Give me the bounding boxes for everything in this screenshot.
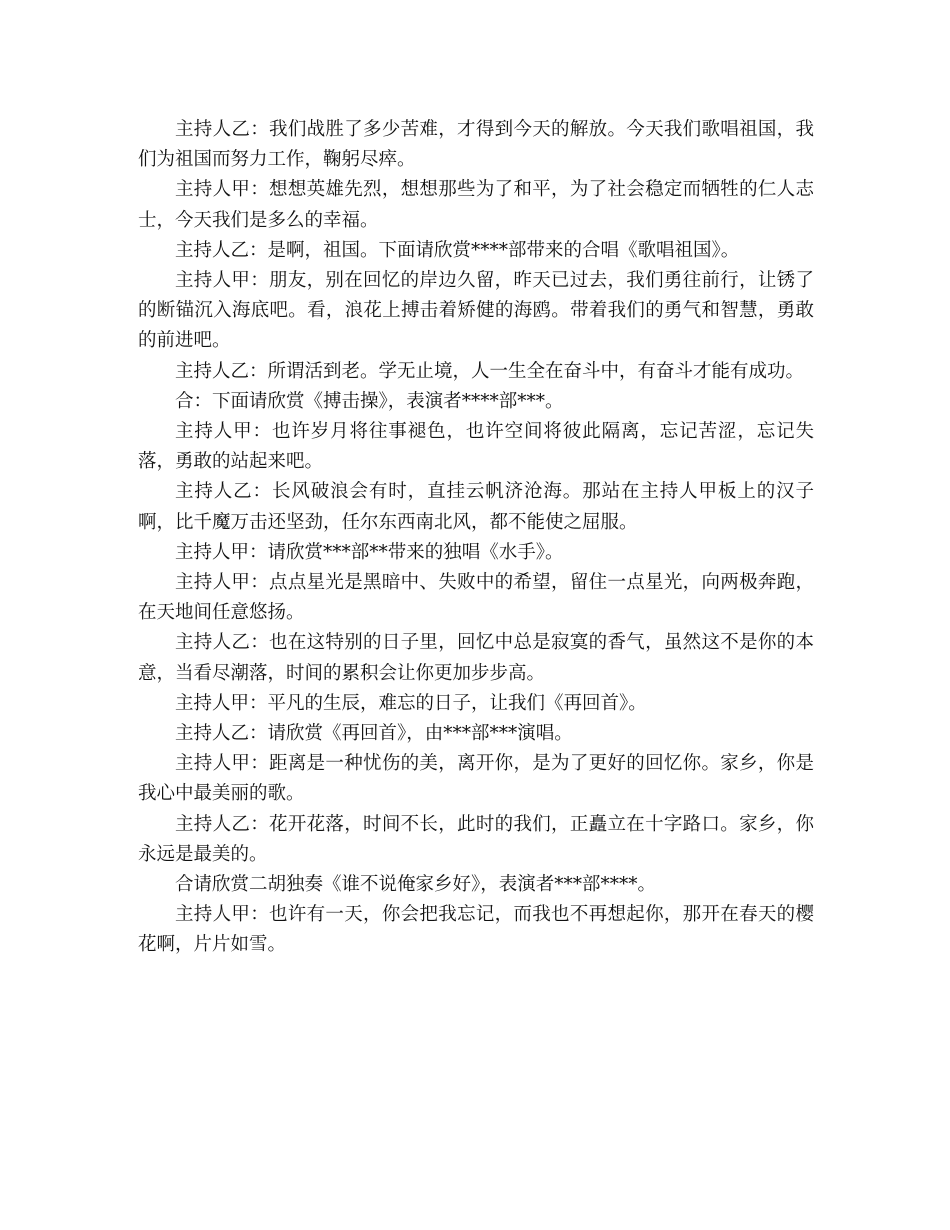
- paragraph: 合：下面请欣赏《搏击操》，表演者****部***。: [175, 390, 564, 412]
- paragraph: 主持人甲：也许有一天，你会把我忘记，而我也不再想起你，那开在春天的樱花啊，片片如雪。: [138, 904, 814, 956]
- paragraph: 主持人甲：点点星光是黑暗中、失败中的希望，留住一点星光，向两极奔跑，在天地间任意悠扬。: [138, 572, 814, 624]
- paragraph: 主持人乙：花开花落，时间不长，此时的我们，正矗立在十字路口。家乡，你永远是最美的。: [138, 813, 814, 865]
- paragraph: 主持人乙：是啊，祖国。下面请欣赏****部带来的合唱《歌唱祖国》。: [175, 239, 740, 261]
- paragraph: 主持人乙：所谓活到老。学无止境，人一生全在奋斗中，有奋斗才能有成功。: [175, 360, 805, 382]
- paragraph: 主持人甲：平凡的生辰，难忘的日子，让我们《再回首》。: [175, 692, 647, 714]
- document-body: [138, 115, 814, 961]
- paragraph: 主持人乙：我们战胜了多少苦难，才得到今天的解放。今天我们歌唱祖国，我们为祖国而努力工作，鞠躬尽瘁。: [138, 119, 814, 171]
- paragraph: 主持人甲：距离是一种忧伤的美，离开你，是为了更好的回忆你。家乡，你是我心中最美丽的歌。: [138, 753, 814, 805]
- paragraph: 主持人乙：也在这特别的日子里，回忆中总是寂寞的香气，虽然这不是你的本意，当看尽潮落，时间的累积会让你更加步步高。: [138, 632, 814, 684]
- paragraph: 主持人甲：也许岁月将往事褪色，也许空间将彼此隔离，忘记苦涩，忘记失落，勇敢的站起来吧。: [138, 421, 814, 473]
- paragraph: 合请欣赏二胡独奏《谁不说俺家乡好》，表演者***部****。: [175, 874, 657, 896]
- paragraph: 主持人甲：想想英雄先烈，想想那些为了和平，为了社会稳定而牺牲的仁人志士，今天我们是多么的幸福。: [138, 179, 814, 231]
- paragraph: 主持人甲：请欣赏***部**带来的独唱《水手》。: [175, 541, 564, 563]
- paragraph: 主持人甲：朋友，别在回忆的岸边久留，昨天已过去，我们勇往前行，让锈了的断锚沉入海底吧。看，浪花上搏击着矫健的海鸥。带着我们的勇气和智慧，勇敢的前进吧。: [138, 270, 814, 352]
- paragraph: 主持人乙：长风破浪会有时，直挂云帆济沧海。那站在主持人甲板上的汉子啊，比千魔万击还坚劲，任尔东西南北风，都不能使之屈服。: [138, 481, 814, 533]
- paragraph: 主持人乙：请欣赏《再回首》，由***部***演唱。: [175, 723, 573, 745]
